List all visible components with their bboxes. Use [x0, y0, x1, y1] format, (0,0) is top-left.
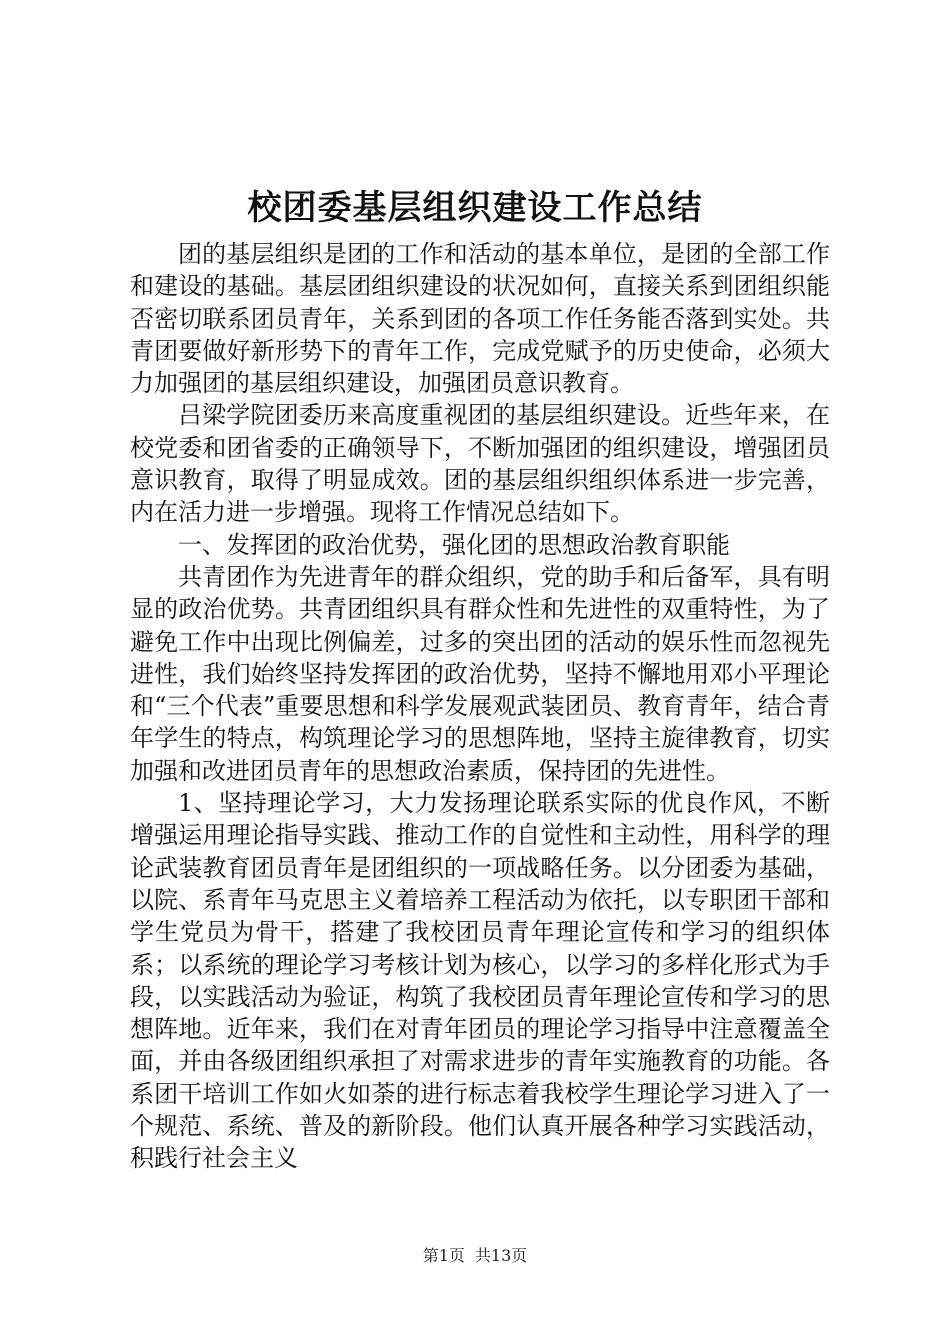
paragraph-overview: 吕梁学院团委历来高度重视团的基层组织建设。近些年来，在校党委和团省委的正确领导下，不断加强团的组织建设，增强团员意识教育，取得了明显成效。团的基层组织组织体系进一步完善，内在活力进一步增强。现将工作情况总结如下。	[130, 401, 830, 527]
section-heading-1: 一、发挥团的政治优势，强化团的思想政治教育职能	[178, 530, 730, 559]
document-title: 校团委基层组织建设工作总结	[247, 188, 703, 228]
document-body	[130, 238, 830, 1175]
paragraph-intro: 团的基层组织是团的工作和活动的基本单位，是团的全部工作和建设的基础。基层团组织建设的状况如何，直接关系到团组织能否密切联系团员青年，关系到团的各项工作任务能否落到实处。共青团要做好新形势下的青年工作，完成党赋予的历史使命，必须大力加强团的基层组织建设，加强团员意识教育。	[130, 240, 830, 398]
paragraph-theory-study: 1、坚持理论学习，大力发扬理论联系实际的优良作风，不断增强运用理论指导实践、推动工作的自觉性和主动性，用科学的理论武装教育团员青年是团组织的一项战略任务。以分团委为基础，以院、系青年马克思主义着培养工程活动为依托，以专职团干部和学生党员为骨干，搭建了我校团员青年理论宣传和学习的组织体系；以系统的理论学习考核计划为核心，以学习的多样化形式为手段，以实践活动为验证，构筑了我校团员青年理论宣传和学习的思想阵地。近年来，我们在对青年团员的理论学习指导中注意覆盖全面，并由各级团组织承担了对需求进步的青年实施教育的功能。各系团干培训工作如火如荼的进行标志着我校学生理论学习进入了一个规范、系统、普及的新阶段。他们认真开展各种学习实践活动，积践行社会主义	[130, 789, 830, 1173]
page-number: 第1页	[422, 1246, 465, 1265]
paragraph-political-advantage: 共青团作为先进青年的群众组织，党的助手和后备军，具有明显的政治优势。共青团组织具有群众性和先进性的双重特性，为了避免工作中出现比例偏差，过多的突出团的活动的娱乐性而忽视先进性，我们始终坚持发挥团的政治优势，坚持不懈地用邓小平理论和“三个代表”重要思想和科学发展观武装团员、教育青年，结合青年学生的特点，构筑理论学习的思想阵地，坚持主旋律教育，切实加强和改进团员青年的思想政治素质，保持团的先进性。	[130, 562, 830, 785]
page-total: 共13页	[474, 1246, 528, 1265]
page-footer	[0, 1246, 950, 1266]
